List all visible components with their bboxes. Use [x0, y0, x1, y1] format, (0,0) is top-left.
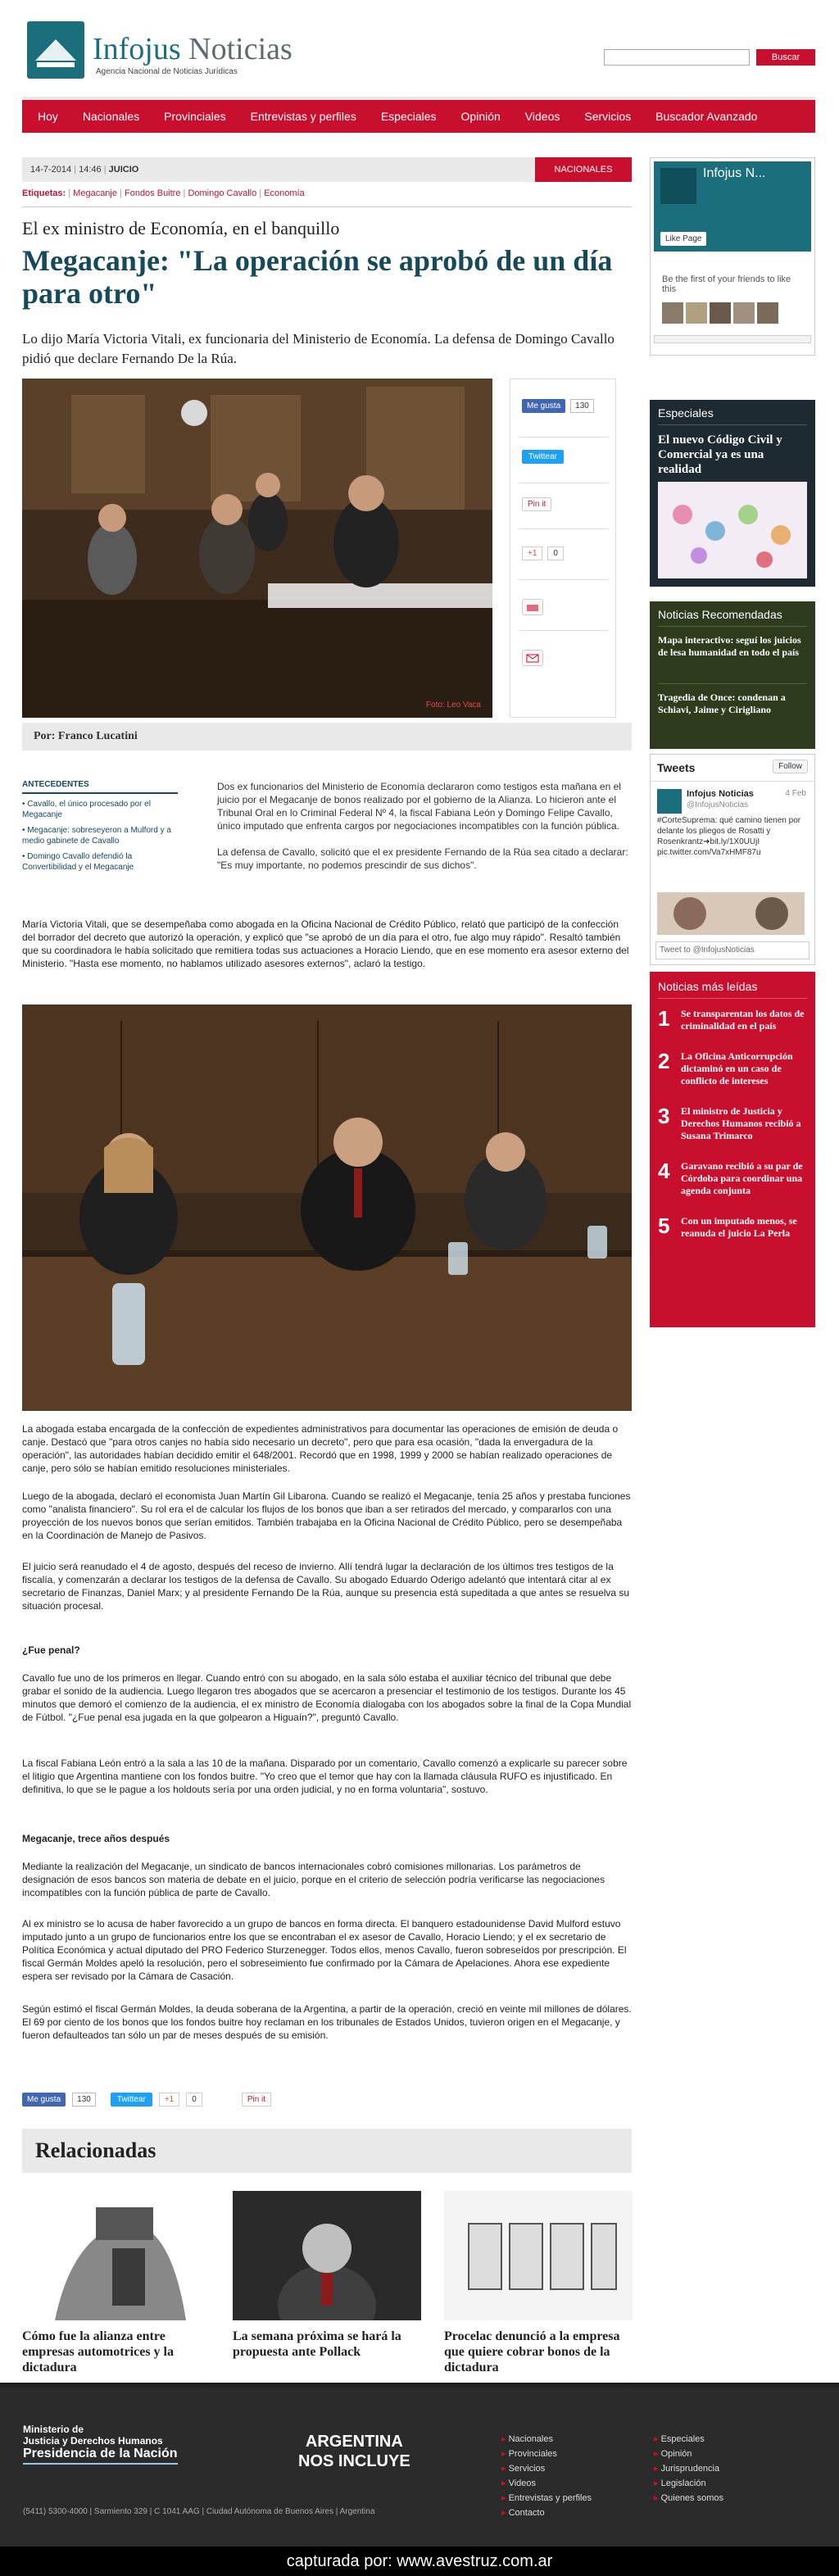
- gplus-button[interactable]: +1: [522, 546, 542, 560]
- infojus-logo-icon[interactable]: [27, 21, 84, 79]
- footer-link[interactable]: ▸ Provinciales: [501, 2449, 557, 2459]
- mas-leida-item[interactable]: [658, 1105, 807, 1142]
- section-badge[interactable]: NACIONALES: [535, 157, 632, 182]
- tweet-image[interactable]: [657, 892, 805, 935]
- gplus-button-bottom[interactable]: +1: [159, 2093, 179, 2107]
- gplus-count-bottom: 0: [186, 2093, 202, 2107]
- bottom-share-row: [22, 2093, 271, 2107]
- tweet-to-input[interactable]: Tweet to @InfojusNoticias: [655, 941, 810, 959]
- article-paragraph: La fiscal Fabiana León entró a la sala a las 10 de la mañana. Disparado por un comentario, Cavallo comenzó a explicarle su parecer sobre el litigio que Argentina mantiene con los fondos buitre. "Yo creo que el temor que hay con la llamada cláusula RUFO es injustificado. En definitiva, lo que se le pague a los holdouts sería por una orden judicial, y no en forma voluntaria", sostuvo.: [22, 1757, 628, 1795]
- ministry-logo[interactable]: Ministerio de Justicia y Derechos Humanos Presidencia de la Nación: [23, 2424, 178, 2465]
- tag-separator: |: [117, 188, 125, 198]
- article-paragraph: Según estimó el fiscal Germán Moldes, la deuda soberana de la Argentina, a partir de la operación, creció en veinte mil millones de dólares. El 69 por ciento de los bonos que los fondos buitre hoy reclaman en los tribunales de Estados Unidos, tuvieron origen en el Megacanje, y fueron defaulteados tan sólo un par de meses después de su emisión.: [22, 2003, 632, 2041]
- article-lead: Lo dijo María Victoria Vitali, ex funcionaria del Ministerio de Economía. La defensa de Domingo Cavallo pidió que declare Fernando De la Rúa.: [22, 331, 615, 366]
- bullet-icon: ▸: [501, 2449, 509, 2459]
- especiales-headline[interactable]: El nuevo Código Civil y Comercial ya es una realidad: [658, 433, 782, 476]
- bullet-icon: ▸: [654, 2464, 661, 2474]
- fb-friends-text: Be the first of your friends to like this: [662, 274, 791, 294]
- share-column: [510, 379, 616, 718]
- site-footer: [0, 2383, 839, 2547]
- facebook-widget: [650, 157, 815, 356]
- fb-like-count: 130: [570, 399, 594, 413]
- photo-credit: Foto: Leo Vaca: [425, 701, 481, 710]
- pinterest-button[interactable]: Pin it: [522, 497, 551, 511]
- article-paragraph: Luego de la abogada, declaró el economista Juan Martín Gil Libarona. Cuando se realizó el Megacanje, tenía 25 años y prestaba funciones como "analista financiero". Su rol era el de calcular los flujos de los bonos que iban a ser retirados del mercado, y compararlos con una proyección de los nuevos bonos que serían emitidos. También trabajaba en la Oficina Nacional de Crédito Público, pero se desempeñaba en la Coordinación de Manejo de Pasivos.: [22, 1490, 631, 1541]
- footer-link[interactable]: ▸ Legislación: [654, 2478, 706, 2488]
- tag-separator: |: [180, 188, 188, 198]
- fb-like-button[interactable]: Me gusta: [522, 399, 565, 413]
- tweets-title: Tweets: [657, 761, 696, 774]
- especiales-widget[interactable]: [650, 400, 815, 587]
- article-byline: Por: Franco Lucatini: [22, 723, 632, 751]
- especiales-title: Especiales: [658, 406, 714, 420]
- tweet-handle[interactable]: @InfojusNoticias: [687, 800, 749, 810]
- search-button[interactable]: Buscar: [756, 49, 815, 66]
- fb-page-name[interactable]: Infojus N...: [703, 166, 766, 180]
- recomendada-item[interactable]: Mapa interactivo: seguí los juicios de lesa humanidad en todo el país: [658, 634, 801, 658]
- nav-item[interactable]: Provinciales: [164, 110, 226, 123]
- tags-row: [22, 188, 305, 198]
- footer-link[interactable]: ▸ Servicios: [501, 2464, 546, 2474]
- testimony-photo: [22, 1005, 632, 1411]
- mas-leida-title[interactable]: Garavano recibió a su par de Córdoba para coordinar una agenda conjunta: [681, 1160, 803, 1196]
- nav-item[interactable]: Servicios: [584, 110, 632, 123]
- mas-leidas-title: Noticias más leídas: [658, 980, 758, 993]
- footer-slogan: ARGENTINA NOS INCLUYE: [298, 2433, 410, 2470]
- antecedente-link[interactable]: • Domingo Cavallo defendió la Convertibilidad y el Megacanje: [22, 852, 134, 872]
- related-image[interactable]: [233, 2191, 421, 2320]
- especiales-image[interactable]: [658, 482, 807, 578]
- related-header: Relacionadas: [22, 2129, 632, 2173]
- recomendada-item[interactable]: Tragedia de Once: condenan a Schiavi, Jaime y Cirigliano: [658, 692, 786, 715]
- article-paragraph: Cavallo fue uno de los primeros en llegar. Cuando entró con su abogado, en la sala sólo estaba el auxiliar técnico del tribunal que debe grabar el sonido de la audiencia. Luego llegaron tres abogados que se acercaron a presenciar el testimonio de los testigos. Durante los 45 minutos que demoró el comienzo de la audiencia, el ex ministro de Economía dialogaba con los abogados sobre la final de la Copa Mundial de Fútbol. "¿Fue penal esa jugada en la que golpearon a Higuaín?", preguntó Cavallo.: [22, 1672, 632, 1723]
- recomendadas-title: Noticias Recomendadas: [658, 608, 782, 621]
- rank-number: 1: [658, 1006, 670, 1031]
- article-kicker: El ex ministro de Economía, en el banquillo: [22, 218, 340, 238]
- footer-link[interactable]: ▸ Entrevistas y perfiles: [501, 2493, 592, 2503]
- antecedente-link[interactable]: • Megacanje: sobreseyeron a Mulford y a medio gabinete de Cavallo: [22, 826, 171, 846]
- antecedente-link[interactable]: • Cavallo, el único procesado por el Megacanje: [22, 800, 151, 819]
- tag-separator: |: [66, 188, 74, 198]
- main-nav: [22, 97, 815, 133]
- footer-link[interactable]: ▸ Nacionales: [501, 2434, 553, 2444]
- footer-contact: (5411) 5300-4000 | Sarmiento 329 | C 1041 AAG | Ciudad Autónoma de Buenos Aires | Argentina: [23, 2507, 375, 2516]
- bullet-icon: ▸: [654, 2449, 661, 2459]
- fb-friend-avatar: [686, 302, 707, 324]
- footer-link[interactable]: ▸ Videos: [501, 2478, 537, 2488]
- mas-leida-item[interactable]: [658, 1050, 807, 1087]
- gplus-count: 0: [547, 546, 564, 560]
- bullet-icon: •: [22, 826, 28, 835]
- court-photo: [22, 379, 492, 718]
- search-input[interactable]: [604, 49, 750, 66]
- fb-friend-avatar: [710, 302, 731, 324]
- related-image[interactable]: [22, 2191, 211, 2320]
- site-tagline: Agencia Nacional de Noticias Jurídicas: [96, 67, 238, 76]
- nav-item[interactable]: Especiales: [380, 110, 437, 123]
- related-card[interactable]: [22, 2191, 211, 2375]
- article-meta-bar: 14-7-2014 | 14:46 | JUICIO NACIONALES: [22, 157, 632, 182]
- tag-separator: |: [256, 188, 265, 198]
- mas-leida-item[interactable]: [658, 1215, 807, 1240]
- footer-link[interactable]: ▸ Opinión: [654, 2449, 692, 2459]
- fb-widget-scrollbar[interactable]: [654, 335, 811, 343]
- bullet-icon: ▸: [501, 2478, 509, 2488]
- related-title[interactable]: La semana próxima se hará la propuesta ante Pollack: [233, 2329, 401, 2359]
- recomendadas-widget: [650, 601, 815, 749]
- antecedentes-title: ANTECEDENTES: [22, 780, 178, 794]
- article-time: 14:46: [79, 165, 102, 175]
- tweet-user[interactable]: Infojus Noticias: [687, 789, 754, 799]
- footer-link[interactable]: ▸ Contacto: [501, 2508, 545, 2518]
- article-subheading: ¿Fue penal?: [22, 1644, 80, 1656]
- fb-page-logo-icon: [660, 168, 696, 204]
- tag-link[interactable]: Domingo Cavallo: [188, 188, 257, 198]
- antecedentes-box: [22, 780, 178, 878]
- fb-like-button-bottom[interactable]: Me gusta: [22, 2093, 66, 2107]
- nav-item[interactable]: Buscador Avanzado: [655, 110, 758, 123]
- tag-link[interactable]: Economía: [264, 188, 305, 198]
- twitter-widget: [650, 754, 815, 965]
- bullet-icon: •: [22, 800, 28, 809]
- related-title[interactable]: Cómo fue la alianza entre empresas automotrices y la dictadura: [22, 2329, 174, 2374]
- rank-number: 4: [658, 1159, 670, 1183]
- article-paragraph: La abogada estaba encargada de la confección de expedientes administrativos para documentar las operaciones de emisión de deuda o canje. Destacó que "para otros canjes no había sido necesario un decreto", pero que para esa ocasión, "dada la envergadura de la operación", las autoridades habían decidido emitir el 648/2001. Recordó que en 1998, 1999 y 2000 se habían realizado operaciones de canje, pero sólo se habían emitido resoluciones ministeriales.: [22, 1423, 619, 1474]
- nav-item[interactable]: Entrevistas y perfiles: [250, 110, 356, 123]
- article-paragraph: María Victoria Vitali, que se desempeñaba como abogada en la Oficina Nacional de Crédito Público, relató que participó de la confección del borrador del decreto que autorizó la operación, y explicó que "se aprobó de un día para el otro, fue algo muy rápido". Resaltó también que su coordinadora le había solicitado que remitiera todas sus actuaciones a Horacio Liendo, que en ese momento era asesor externo del Ministerio. "Hasta ese momento, no hablamos utilizado asesores externos", aclaró la testigo.: [22, 918, 629, 969]
- capture-banner: capturada por: www.avestruz.com.ar: [0, 2547, 839, 2576]
- tags-label: Etiquetas:: [22, 188, 66, 198]
- print-icon[interactable]: [522, 599, 543, 615]
- article-paragraph: Dos ex funcionarios del Ministerio de Economía declararon como testigos esta mañana en el juicio por el Megacanje de bonos realizado por el gobierno de la Alianza. Lo hicieron ante el Tribunal Oral en lo Criminal Federal Nº 4, la fiscal Fabiana León y Domingo Felipe Cavallo, único imputado que enfrenta cargos por negociaciones incompatibles con la función pública. La defensa de Cavallo, solicitó que el ex presidente Fernando de la Rúa sea citado a declarar: "Es muy importante, no podemos prescindir de sus dichos".: [217, 781, 628, 871]
- tweet-text: #CorteSuprema: qué camino tienen por delante los pliegos de Rosatti y Rosenkrantz➜bit.ly/1X0UUjI pic.twitter.com/Va7xHMF87u: [657, 816, 801, 857]
- nav-item[interactable]: Nacionales: [82, 110, 140, 123]
- fb-like-count-bottom: 130: [72, 2093, 96, 2107]
- bullet-icon: ▸: [654, 2434, 661, 2444]
- rank-number: 2: [658, 1049, 670, 1073]
- article-topic: JUICIO: [108, 165, 139, 175]
- tweet-button[interactable]: Twittear: [522, 450, 564, 464]
- site-logo-text[interactable]: Infojus Noticias: [93, 32, 293, 66]
- mas-leida-title[interactable]: Con un imputado menos, se reanuda el juicio La Perla: [681, 1215, 797, 1239]
- related-title[interactable]: Procelac denunció a la empresa que quiere cobrar bonos de la dictadura: [444, 2329, 620, 2374]
- fb-friend-avatar: [662, 302, 683, 324]
- article-date: 14-7-2014: [30, 165, 72, 175]
- tag-link[interactable]: Megacanje: [73, 188, 117, 198]
- related-card[interactable]: [233, 2191, 421, 2360]
- twitter-follow-button[interactable]: Follow: [773, 760, 808, 773]
- mas-leidas-widget: [650, 972, 815, 1327]
- tweet-date[interactable]: 4 Feb: [785, 789, 806, 798]
- related-card[interactable]: [444, 2191, 633, 2375]
- article-paragraph: El juicio será reanudado el 4 de agosto, después del receso de invierno. Allí tendrá lugar la declaración de los últimos tres testigos de la fiscalía, y comenzarán a declarar los testigos de la defensa de Cavallo. Su abogado Eduardo Oderigo adelantó que intentará citar al ex secretario de Finanzas, Daniel Marx; y al presidente Fernando De la Rúa, aunque su presencia está supeditada a que antes se resuelva su situación procesal.: [22, 1561, 630, 1612]
- mas-leida-item[interactable]: [658, 1160, 807, 1197]
- bullet-icon: ▸: [501, 2508, 509, 2518]
- article-subheading: Megacanje, trece años después: [22, 1833, 170, 1844]
- bullet-icon: ▸: [501, 2464, 509, 2474]
- fb-friend-avatar: [757, 302, 778, 324]
- email-icon[interactable]: [522, 650, 543, 666]
- rank-number: 3: [658, 1104, 670, 1128]
- nav-item[interactable]: Opinión: [460, 110, 501, 123]
- nav-item[interactable]: Hoy: [38, 110, 58, 123]
- mas-leida-item[interactable]: [658, 1008, 807, 1032]
- fb-friend-avatar: [733, 302, 755, 324]
- footer-link[interactable]: ▸ Especiales: [654, 2434, 705, 2444]
- related-image[interactable]: [444, 2191, 633, 2320]
- bullet-icon: ▸: [501, 2493, 509, 2503]
- site-header: [22, 15, 815, 88]
- mas-leida-title[interactable]: El ministro de Justicia y Derechos Humanos recibió a Susana Trimarco: [681, 1105, 801, 1141]
- pinterest-button-bottom[interactable]: Pin it: [242, 2093, 271, 2107]
- rank-number: 5: [658, 1213, 670, 1238]
- footer-link[interactable]: ▸ Jurisprudencia: [654, 2464, 720, 2474]
- bullet-icon: •: [22, 852, 28, 861]
- fb-like-page-button[interactable]: Like Page: [660, 232, 706, 246]
- article-paragraph: Mediante la realización del Megacanje, un sindicato de bancos internacionales cobró comisiones millonarias. Los parámetros de designación de esos bancos son materia de debate en el juicio, porque en el criterio de selección podría verificarse las negociaciones incompatibles con la función pública de parte de Cavallo.: [22, 1861, 605, 1898]
- tweet-avatar[interactable]: [657, 789, 682, 814]
- bullet-icon: ▸: [654, 2493, 661, 2503]
- article-title: Megacanje: "La operación se aprobó de un día para otro": [22, 244, 613, 310]
- footer-link[interactable]: ▸ Quienes somos: [654, 2493, 724, 2503]
- nav-item[interactable]: Videos: [524, 110, 560, 123]
- bullet-icon: ▸: [501, 2434, 509, 2444]
- tag-link[interactable]: Fondos Buitre: [124, 188, 181, 198]
- mas-leida-title[interactable]: Se transparentan los datos de criminalidad en el país: [681, 1008, 805, 1032]
- mas-leida-title[interactable]: La Oficina Anticorrupción dictaminó en un caso de conflicto de intereses: [681, 1050, 793, 1086]
- tweet-button-bottom[interactable]: Twittear: [111, 2093, 152, 2107]
- article-paragraph: Al ex ministro se lo acusa de haber favorecido a un grupo de bancos en forma directa. El banquero estadounidense David Mulford estuvo imputado junto a un grupo de funcionarios entre los que se encontraban el ex asesor de Cavallo, Horacio Liendo; y el ex secretario de Política Económica y actual diputado del PRO Federico Sturzenegger. Todos ellos, menos Cavallo, fueron sobreseídos por prescripción. El fiscal Germán Moldes apeló la resolución, pero el sobreseimiento fue confirmado por la Cámara de Apelaciones. Ahora ese expediente espera ser revisado por la Cámara de Casación.: [22, 1918, 627, 1982]
- bullet-icon: ▸: [654, 2478, 661, 2488]
